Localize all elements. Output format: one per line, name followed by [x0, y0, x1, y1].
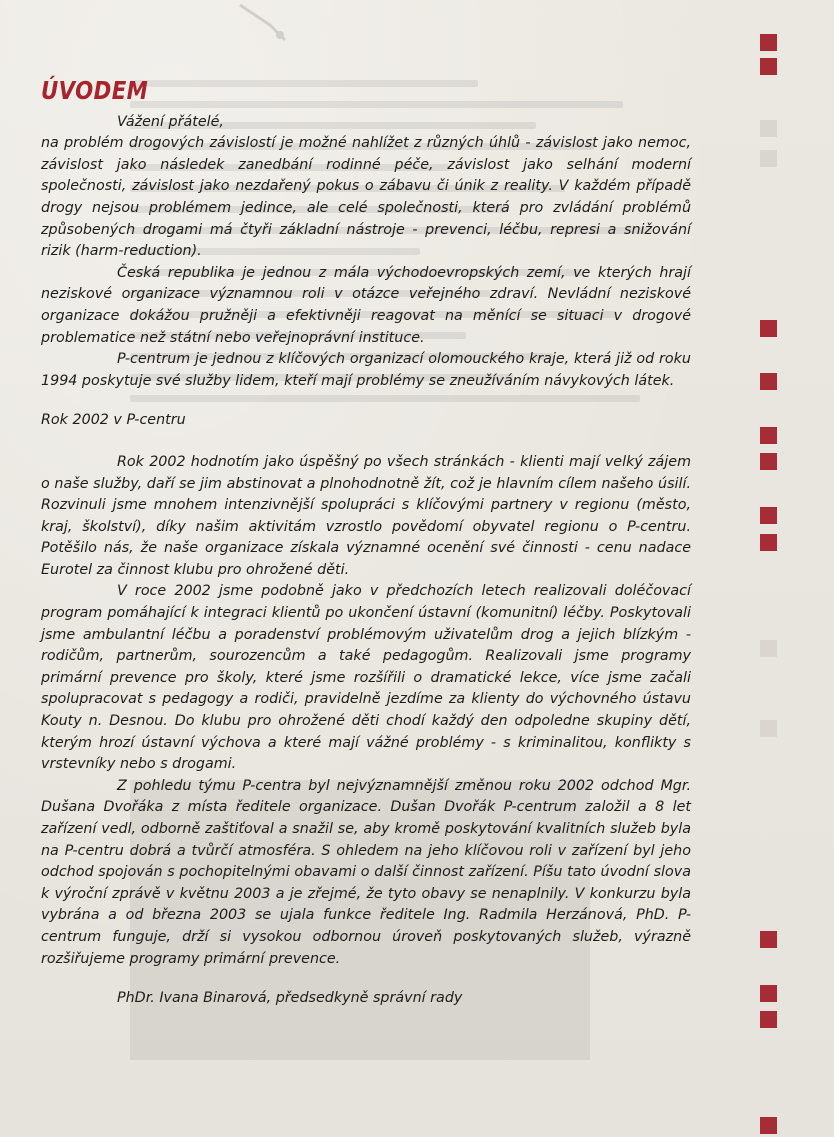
decorative-marker: [760, 373, 777, 390]
decorative-marker: [760, 640, 777, 657]
main-content: [41, 76, 691, 1010]
section-heading: Rok 2002 v P-centru: [41, 412, 186, 429]
decorative-marker: [760, 507, 777, 524]
decorative-marker: [760, 931, 777, 948]
greeting: Vážení přátelé,: [117, 113, 224, 130]
decorative-marker: [760, 453, 777, 470]
intro-paragraph: P-centrum je jednou z klíčových organizací olomouckého kraje, která již od roku 1994 poskytuje své služby lidem, kteří mají problémy se zneužíváním návykových látek.: [41, 351, 691, 389]
decorative-marker: [760, 534, 777, 551]
decorative-marker: [760, 34, 777, 51]
signature: PhDr. Ivana Binarová, předsedkyně správní rady: [117, 990, 463, 1007]
decorative-marker: [760, 120, 777, 137]
decorative-marker: [760, 1117, 777, 1134]
decorative-marker: [760, 720, 777, 737]
decorative-marker: [760, 1011, 777, 1028]
decorative-marker: [760, 427, 777, 444]
intro-paragraph: Česká republika je jednou z mála východoevropských zemí, ve kterých hrají neziskové organizace významnou roli v otázce veřejného zdraví. Nevládní neziskové organizace dokážou pružněji a efektivněji reagovat na měnící se situaci v drogové problematice než státní nebo veřejnoprávní instituce.: [41, 264, 691, 346]
decorative-marker: [760, 150, 777, 167]
scan-smudge: [230, 0, 310, 50]
section-paragraph: V roce 2002 jsme podobně jako v předchozích letech realizovali doléčovací program pomáhající k integraci klientů po ukončení ústavní (komunitní) léčby. Poskytovali jsme ambulantní léčbu a poradenství problémovým uživatelům drog a jejich blízkým - rodičům, partnerům, sourozencům a také pedagogům. Realizovali jsme programy primární prevence pro školy, které jsme rozšířili o dramatické lekce, více jsme začali spolupracovat s pedagogy a rodiči, pravidelně jezdíme za klienty do výchovného ústavu Kouty n. Desnou. Do klubu pro ohrožené děti chodí každý den odpoledne skupiny dětí, kterým hrozí ústavní výchova a které mají vážné problémy - s kriminalitou, konflikty s vrstevníky nebo s drogami.: [41, 583, 691, 773]
section-paragraph: Rok 2002 hodnotím jako úspěšný po všech stránkách - klienti mají velký zájem o naše služby, daří se jim abstinovat a plnohodnotně žít, což je hlavním cílem našeho úsilí. Rozvinuli jsme mnohem intenzivnější spolupráci s klíčovými partnery v regionu (město, kraj, školství), díky našim aktivitám vzrostlo povědomí obyvatel regionu o P-centru. Potěšilo nás, že naše organizace získala významné ocenění své činnosti - cenu nadace Eurotel za činnost klubu pro ohrožené děti.: [41, 453, 691, 578]
page-title: ÚVODEM: [41, 76, 149, 105]
decorative-marker: [760, 58, 777, 75]
section-paragraph: Z pohledu týmu P-centra byl nejvýznamnější změnou roku 2002 odchod Mgr. Dušana Dvořáka z místa ředitele organizace. Dušan Dvořák P-centrum založil a 8 let zařízení vedl, odborně zaštiťoval a snažil se, aby kromě poskytování kvalitních služeb byla na P-centru dobrá a tvůrčí atmosféra. S ohledem na jeho klíčovou roli v zařízení byl jeho odchod spojován s pochopitelnými obavami o další činnost zařízení. Píšu tato úvodní slova k výroční zprávě v květnu 2003 a je zřejmé, že tyto obavy se nenaplnily. V konkurzu byla vybrána a od března 2003 se ujala funkce ředitele Ing. Radmila Herzánová, PhD. P-centrum funguje, drží si vysokou odbornou úroveň poskytovaných služeb, výrazně rozšiřujeme programy primární prevence.: [41, 777, 691, 967]
decorative-marker: [760, 985, 777, 1002]
decorative-marker: [760, 320, 777, 337]
intro-paragraph: na problém drogových závislostí je možné nahlížet z různých úhlů - závislost jako nemoc, závislost jako následek zanedbání rodinné péče, závislost jako selhání moderní společnosti, závislost jako nezdařený pokus o zábavu či únik z reality. V každém případě drogy nejsou problémem jedince, ale celé společnosti, která pro zvládání problémů způsobených drogami má čtyři základní nástroje - prevenci, léčbu, represi a snižování rizik (harm-reduction).: [41, 135, 691, 260]
